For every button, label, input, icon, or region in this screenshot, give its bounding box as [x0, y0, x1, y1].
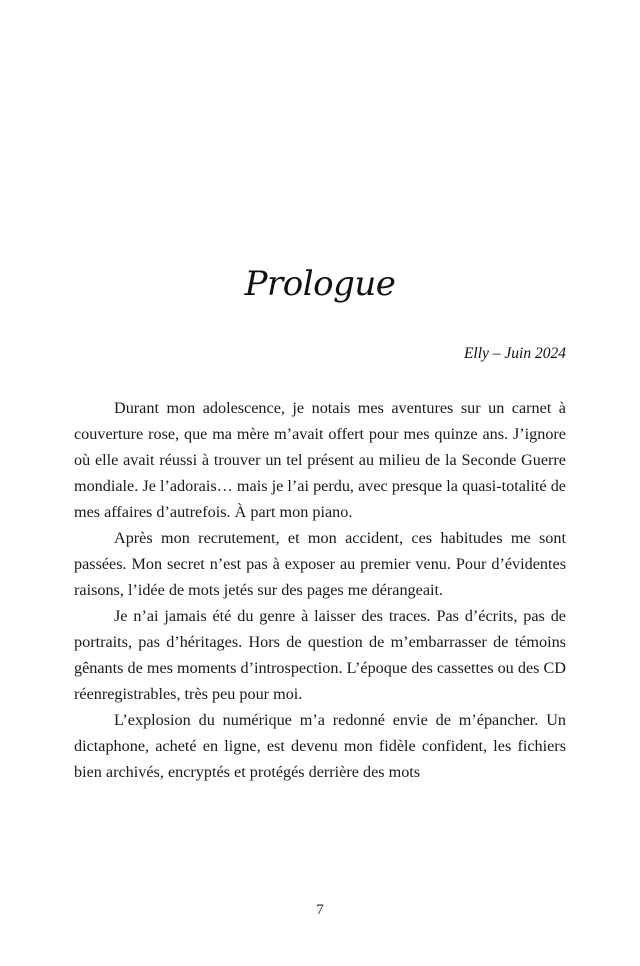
body-text	[74, 395, 566, 785]
chapter-title: Prologue	[244, 264, 396, 304]
paragraph: L’explosion du numérique m’a redonné envie de m’épancher. Un dictaphone, acheté en ligne, est devenu mon fidèle confident, les fichiers bien archivés, encryptés et protégés derrière des mots	[74, 711, 566, 781]
chapter-byline: Elly – Juin 2024	[463, 345, 566, 362]
paragraph: Je n’ai jamais été du genre à laisser des traces. Pas d’écrits, pas de portraits, pas d’héritages. Hors de question de m’embarrasser de témoins gênants de mes moments d’introspection. L’époque des cassettes ou des CD réenregistrables, très peu pour moi.	[74, 607, 566, 703]
paragraph: Après mon recrutement, et mon accident, ces habitudes me sont passées. Mon secret n’est pas à exposer au premier venu. Pour d’évidentes raisons, l’idée de mots jetés sur des pages me dérangeait.	[74, 529, 566, 599]
page-number: 7	[316, 902, 324, 918]
paragraph: Durant mon adolescence, je notais mes aventures sur un carnet à couverture rose, que ma mère m’avait offert pour mes quinze ans. J’ignore où elle avait réussi à trouver un tel présent au milieu de la Seconde Guerre mondiale. Je l’adorais… mais je l’ai perdu, avec presque la quasi-totalité de mes affaires d’autrefois. À part mon piano.	[74, 399, 566, 521]
